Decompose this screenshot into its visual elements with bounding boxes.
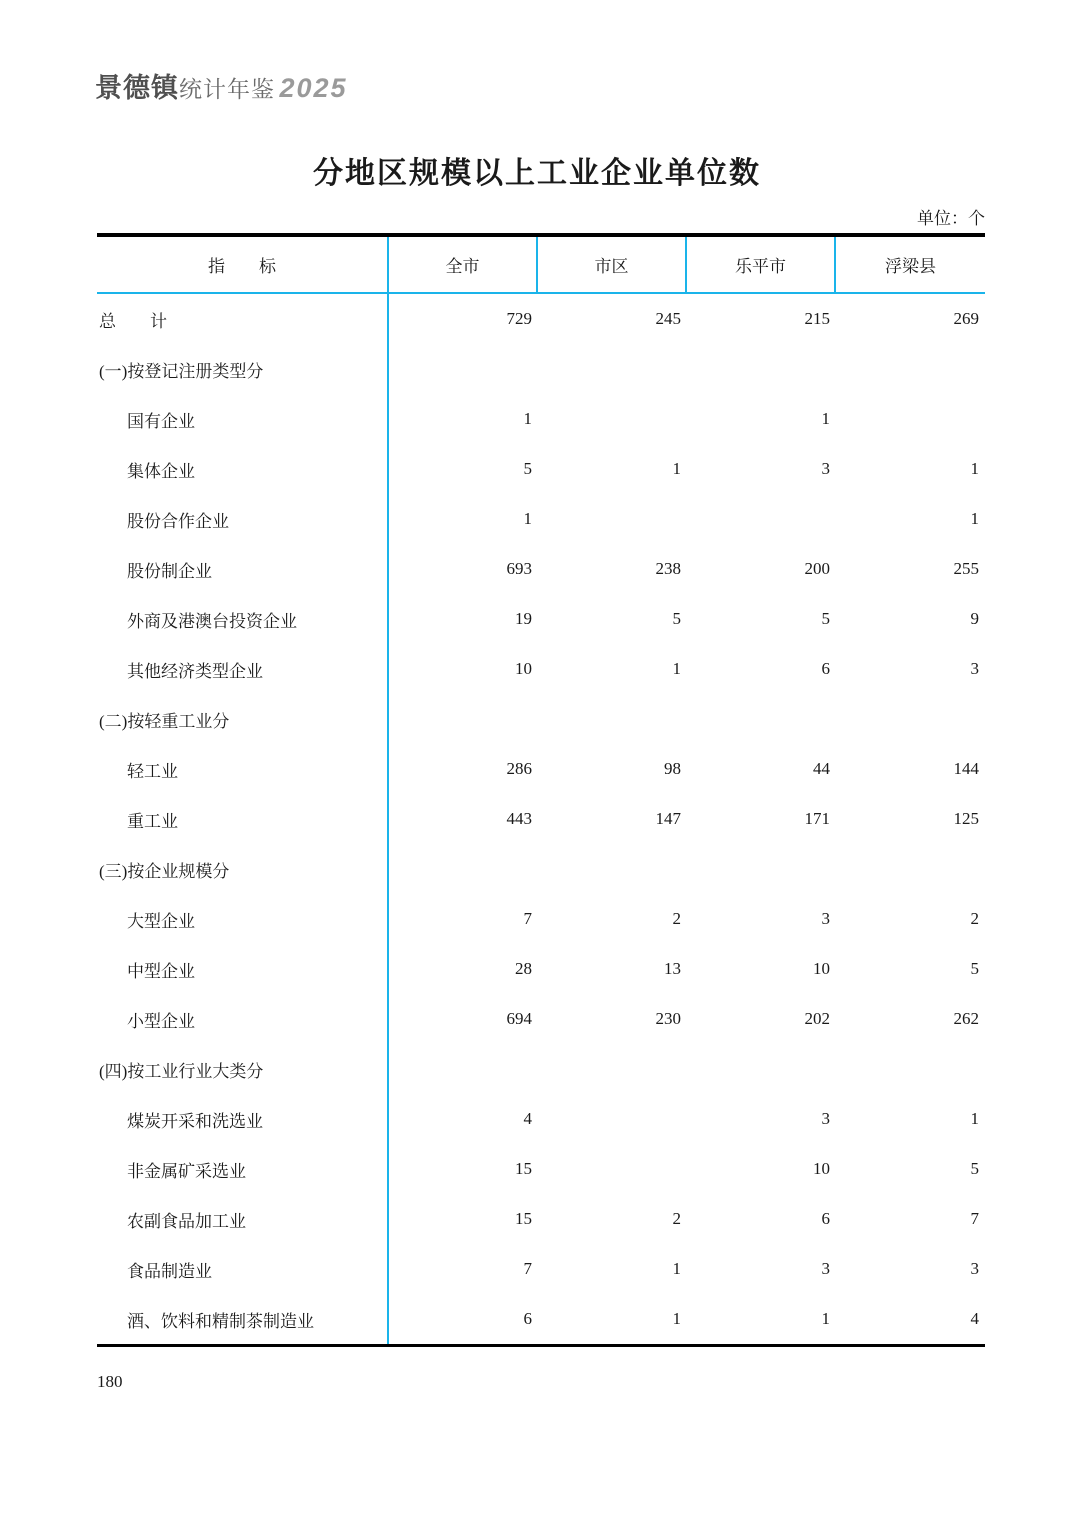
cell-value: 230 — [655, 1009, 681, 1028]
cell-value: 3 — [970, 1259, 979, 1278]
cell-value — [389, 344, 538, 394]
table-row — [97, 944, 985, 994]
cell-value: 1 — [672, 459, 681, 478]
cell-value — [389, 1044, 538, 1094]
cell-value: 125 — [953, 809, 979, 828]
column-header-citywide: 全市 — [389, 237, 538, 292]
row-label: (四)按工业行业大类分 — [97, 1044, 389, 1094]
cell-value — [538, 394, 687, 444]
cell-value: 4 — [523, 1109, 532, 1128]
cell-value: 2 — [970, 909, 979, 928]
row-label: 非金属矿采选业 — [97, 1144, 389, 1194]
table-row — [97, 844, 985, 894]
cell-value: 269 — [953, 309, 979, 328]
cell-value: 1 — [821, 409, 830, 428]
cell-value: 5 — [970, 1159, 979, 1178]
cell-value — [687, 344, 836, 394]
table-row — [97, 1044, 985, 1094]
cell-value: 3 — [821, 459, 830, 478]
table-row — [97, 494, 985, 544]
cell-value — [389, 694, 538, 744]
row-label: 农副食品加工业 — [97, 1194, 389, 1244]
cell-value: 693 — [506, 559, 532, 578]
cell-value — [836, 344, 985, 394]
cell-value: 245 — [655, 309, 681, 328]
table-row — [97, 444, 985, 494]
page-title: 分地区规模以上工业企业单位数 — [313, 157, 761, 190]
cell-value: 3 — [821, 1259, 830, 1278]
cell-value: 5 — [672, 609, 681, 628]
table-row — [97, 894, 985, 944]
cell-value: 1 — [821, 1309, 830, 1328]
cell-value: 6 — [821, 659, 830, 678]
row-label: (一)按登记注册类型分 — [97, 344, 389, 394]
row-label: (二)按轻重工业分 — [97, 694, 389, 744]
cell-value: 6 — [821, 1209, 830, 1228]
cell-value: 443 — [506, 809, 532, 828]
row-label: 股份合作企业 — [97, 494, 389, 544]
cell-value: 98 — [664, 759, 681, 778]
cell-value: 5 — [523, 459, 532, 478]
table-row — [97, 1244, 985, 1294]
row-label: 总 计 — [97, 294, 389, 344]
cell-value: 13 — [664, 959, 681, 978]
row-label: 股份制企业 — [97, 544, 389, 594]
statistics-table — [97, 233, 985, 1347]
row-label: 国有企业 — [97, 394, 389, 444]
cell-value: 10 — [813, 1159, 830, 1178]
unit-label: 单位：个 — [917, 209, 985, 228]
cell-value: 7 — [523, 909, 532, 928]
cell-value: 5 — [821, 609, 830, 628]
table-row — [97, 1194, 985, 1244]
cell-value — [389, 844, 538, 894]
cell-value: 10 — [515, 659, 532, 678]
cell-value: 694 — [506, 1009, 532, 1028]
row-label: 大型企业 — [97, 894, 389, 944]
table-row — [97, 344, 985, 394]
cell-value — [836, 694, 985, 744]
cell-value: 1 — [672, 1309, 681, 1328]
cell-value: 2 — [672, 909, 681, 928]
cell-value: 15 — [515, 1159, 532, 1178]
cell-value: 1 — [970, 1109, 979, 1128]
cell-value — [538, 844, 687, 894]
cell-value: 9 — [970, 609, 979, 628]
cell-value: 3 — [821, 1109, 830, 1128]
cell-value: 200 — [804, 559, 830, 578]
cell-value: 1 — [672, 659, 681, 678]
cell-value — [687, 694, 836, 744]
row-label: 其他经济类型企业 — [97, 644, 389, 694]
cell-value: 3 — [821, 909, 830, 928]
row-label: 小型企业 — [97, 994, 389, 1044]
table-header-row — [97, 237, 985, 294]
cell-value — [687, 494, 836, 544]
cell-value: 28 — [515, 959, 532, 978]
cell-value: 44 — [813, 759, 830, 778]
cell-value: 4 — [970, 1309, 979, 1328]
logo-city-text: 景德镇 — [95, 73, 179, 103]
cell-value: 7 — [970, 1209, 979, 1228]
table-row — [97, 744, 985, 794]
logo-year-text: 2025 — [279, 73, 348, 103]
cell-value — [836, 1044, 985, 1094]
table-row — [97, 1094, 985, 1144]
cell-value: 144 — [953, 759, 979, 778]
cell-value: 7 — [523, 1259, 532, 1278]
column-header-indicator: 指 标 — [97, 237, 389, 292]
cell-value: 729 — [506, 309, 532, 328]
table-row — [97, 544, 985, 594]
cell-value: 1 — [970, 509, 979, 528]
row-label: 外商及港澳台投资企业 — [97, 594, 389, 644]
row-label: 中型企业 — [97, 944, 389, 994]
table-body — [97, 294, 985, 1344]
cell-value: 6 — [523, 1309, 532, 1328]
cell-value: 1 — [672, 1259, 681, 1278]
table-row — [97, 794, 985, 844]
cell-value — [538, 1094, 687, 1144]
cell-value — [836, 394, 985, 444]
row-label: 集体企业 — [97, 444, 389, 494]
table-row — [97, 294, 985, 344]
cell-value — [836, 844, 985, 894]
cell-value: 5 — [970, 959, 979, 978]
cell-value: 1 — [523, 509, 532, 528]
cell-value: 171 — [804, 809, 830, 828]
row-label: 煤炭开采和洗选业 — [97, 1094, 389, 1144]
cell-value: 262 — [953, 1009, 979, 1028]
table-row — [97, 1294, 985, 1344]
cell-value — [538, 1044, 687, 1094]
cell-value: 19 — [515, 609, 532, 628]
row-label: 食品制造业 — [97, 1244, 389, 1294]
cell-value — [538, 344, 687, 394]
table-row — [97, 594, 985, 644]
cell-value: 147 — [655, 809, 681, 828]
cell-value: 1 — [970, 459, 979, 478]
cell-value: 2 — [672, 1209, 681, 1228]
cell-value: 1 — [523, 409, 532, 428]
cell-value — [687, 1044, 836, 1094]
row-label: (三)按企业规模分 — [97, 844, 389, 894]
row-label: 轻工业 — [97, 744, 389, 794]
cell-value — [538, 1144, 687, 1194]
cell-value: 3 — [970, 659, 979, 678]
cell-value — [538, 494, 687, 544]
table-row — [97, 644, 985, 694]
row-label: 酒、饮料和精制茶制造业 — [97, 1294, 389, 1344]
cell-value — [538, 694, 687, 744]
cell-value — [687, 844, 836, 894]
table-row — [97, 1144, 985, 1194]
logo-yearbook-text: 统计年鉴 — [179, 76, 275, 102]
table-row — [97, 394, 985, 444]
cell-value: 255 — [953, 559, 979, 578]
yearbook-logo — [95, 72, 348, 109]
column-header-leping: 乐平市 — [687, 237, 836, 292]
row-label: 重工业 — [97, 794, 389, 844]
cell-value: 286 — [506, 759, 532, 778]
table-row — [97, 694, 985, 744]
cell-value: 202 — [804, 1009, 830, 1028]
page-number: 180 — [97, 1372, 123, 1391]
cell-value: 10 — [813, 959, 830, 978]
cell-value: 15 — [515, 1209, 532, 1228]
column-header-urban: 市区 — [538, 237, 687, 292]
cell-value: 238 — [655, 559, 681, 578]
cell-value: 215 — [804, 309, 830, 328]
table-row — [97, 994, 985, 1044]
column-header-fuliang: 浮梁县 — [885, 257, 936, 276]
